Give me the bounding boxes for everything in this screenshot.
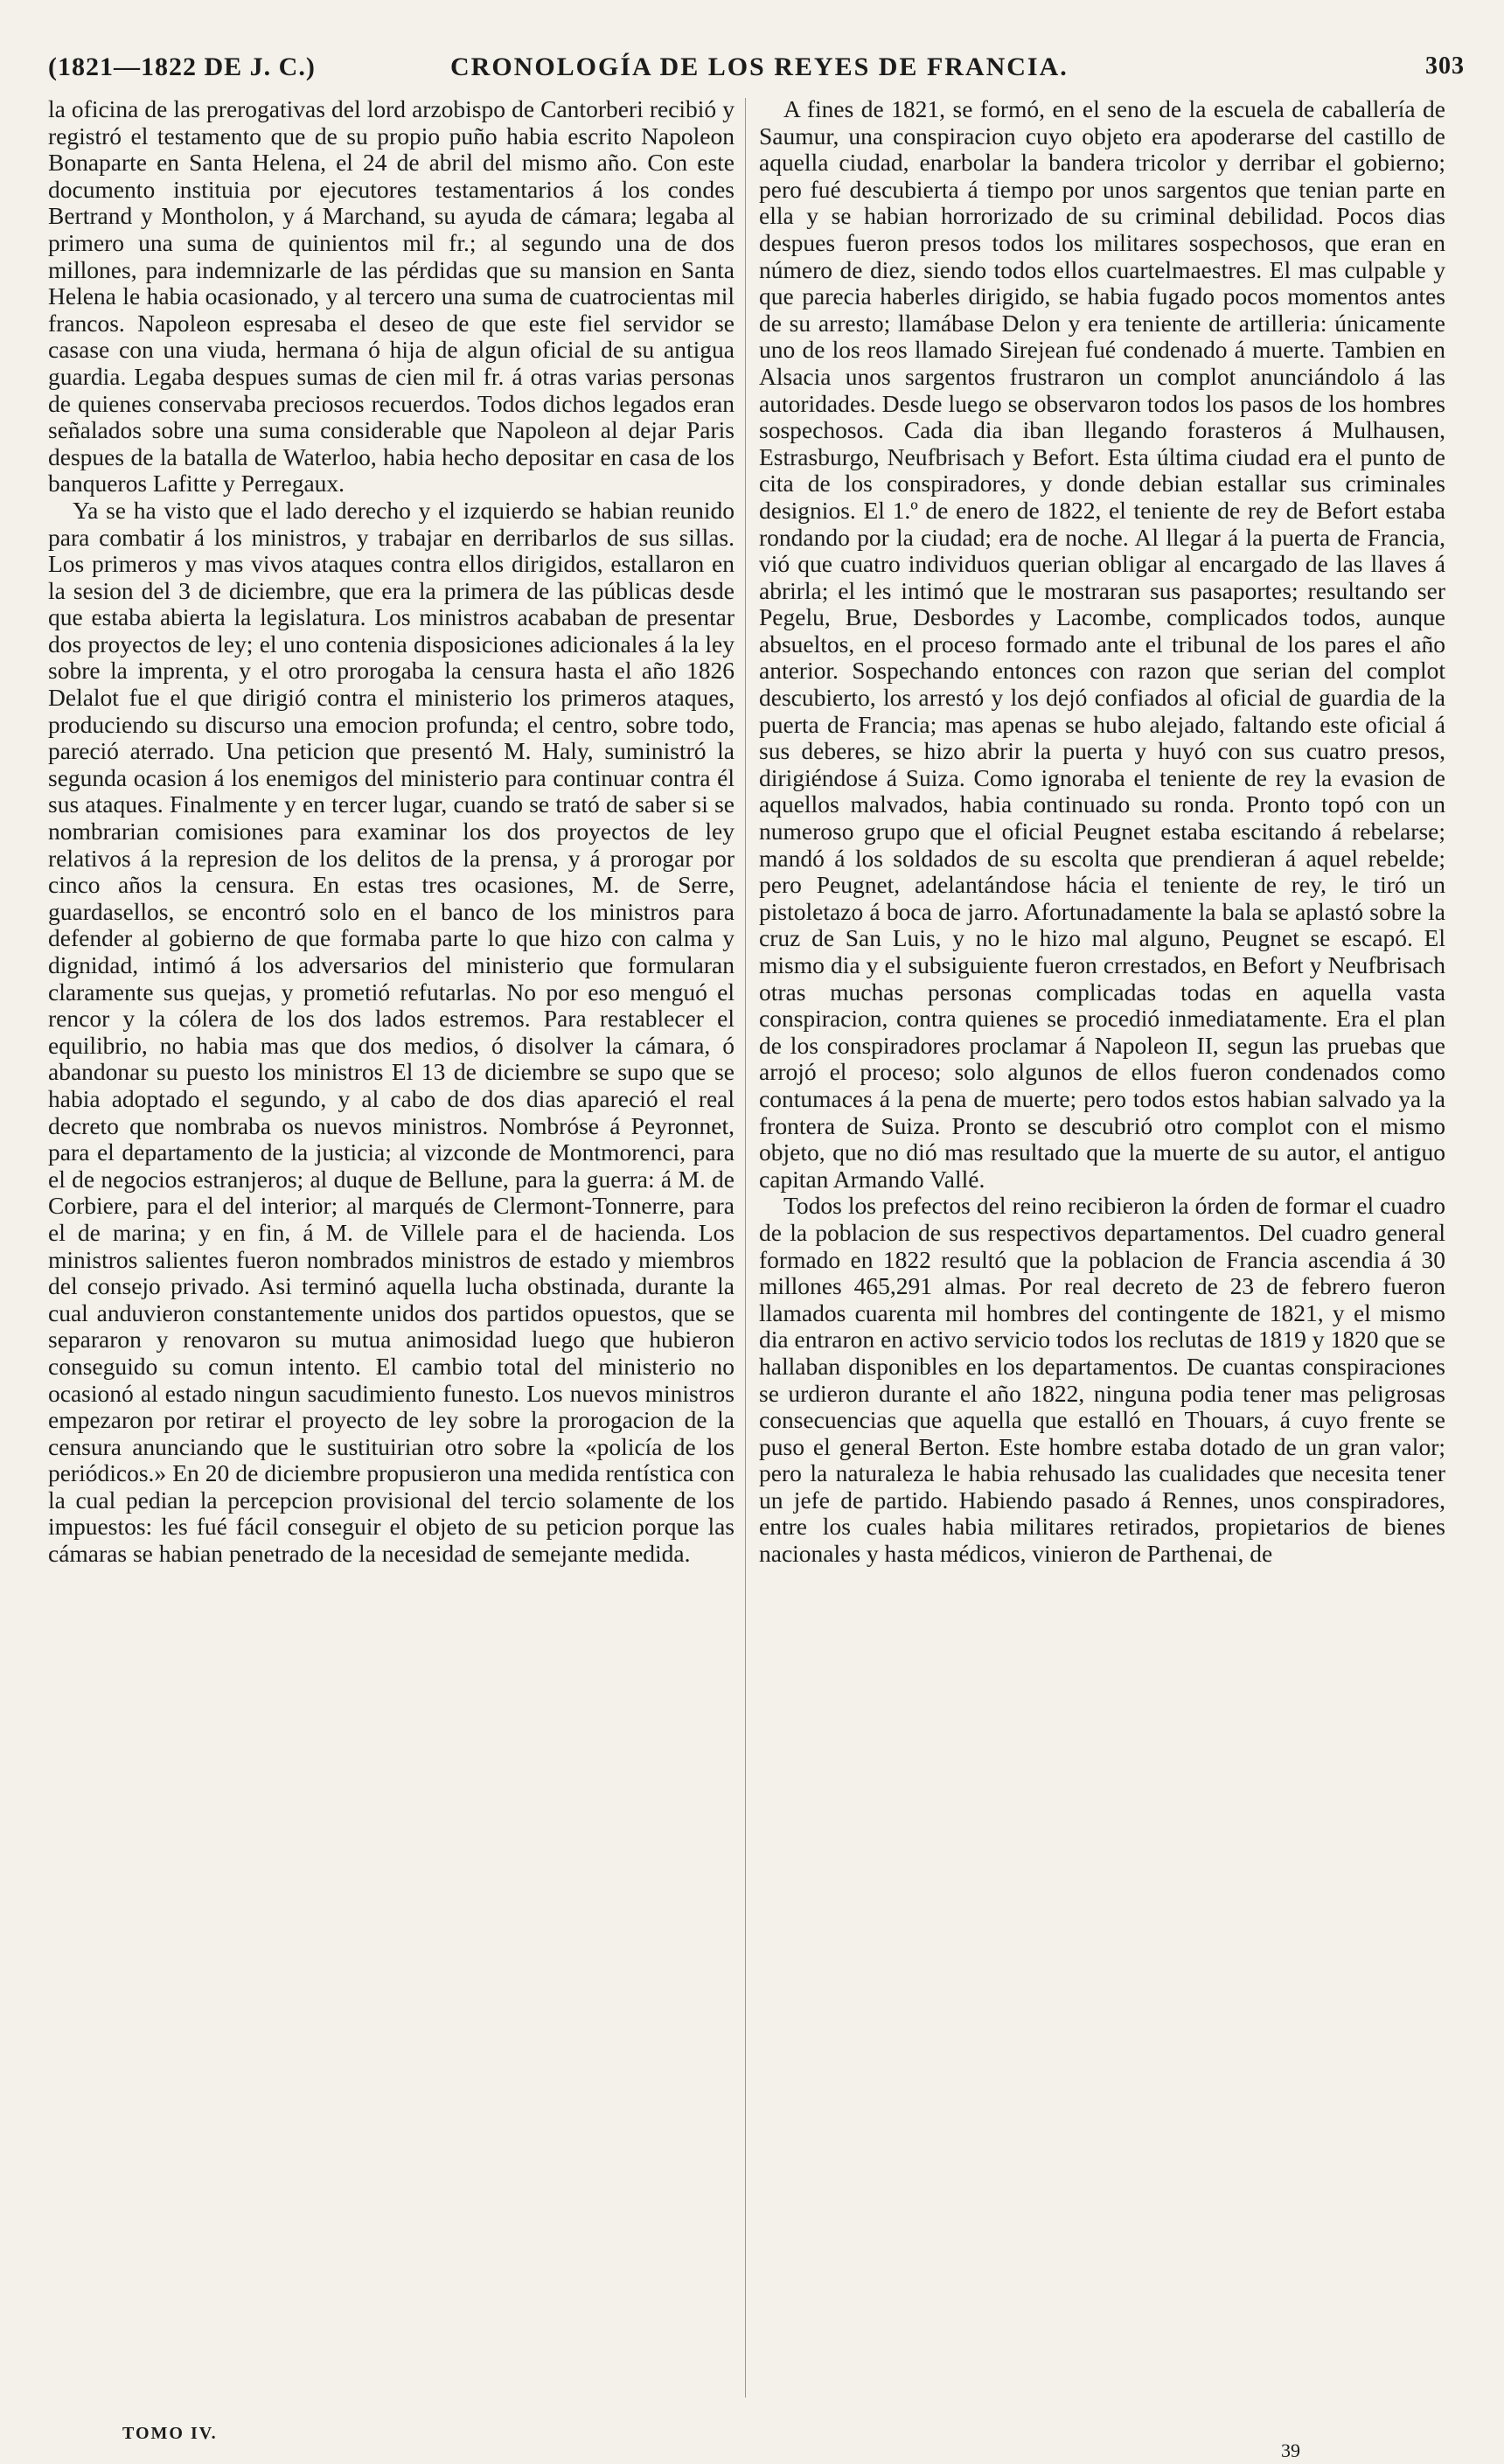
column-divider	[745, 98, 746, 2398]
paragraph: Todos los prefectos del reino recibieron la órden de formar el cuadro de la poblacion de sus respectivos departamentos. Del cuadro general formado en 1822 resultó que la poblacion de Francia ascendia á 30 millones 465,291 almas. Por real decreto de 23 de febrero fueron llamados cuarenta mil hombres del contingente de 1821, y el mismo dia entraron en activo servicio todos los reclutas de 1819 y 1820 que se hallaban disponibles en los departamentos. De cuantas conspiraciones se urdieron durante el año 1822, ninguna podia tener mas peligrosas consecuencias que aquella que estalló en Thouars, á cuyo frente se puso el general Berton. Este hombre estaba dotado de un gran valor; pero la naturaleza le habia rehusado las cualidades que necesita tener un jefe de partido. Habiendo pasado á Rennes, unos conspiradores, entre los cuales habia militares retirados, propietarios de bienes nacionales y hasta médicos, vinieron de Parthenai, de	[759, 1192, 1445, 1568]
volume-label: TOMO IV.	[122, 2424, 218, 2443]
page-number: 303	[1425, 52, 1465, 80]
header-date-range: (1821—1822 DE J. C.)	[48, 52, 316, 81]
page-header	[48, 52, 1465, 96]
paragraph: A fines de 1821, se formó, en el seno de la escuela de caballería de Saumur, una conspiracion cuyo objeto era apoderarse del castillo de aquella ciudad, enarbolar la bandera tricolor y derribar el gobierno; pero fué descubierta á tiempo por unos sargentos que tenian parte en ella y se habian horrorizado de su criminal debilidad. Pocos dias despues fueron presos todos los militares sospechosos, que eran en número de diez, siendo todos ellos cuartelmaestres. El mas culpable y que parecia haberles dirigido, se habia fugado pocos momentos antes de su arresto; llamábase Delon y era teniente de artilleria: únicamente uno de los reos llamado Sirejean fué condenado á muerte. Tambien en Alsacia unos sargentos frustraron un complot anunciándolo á las autoridades. Desde luego se observaron todos los pasos de los hombres sospechosos. Cada dia iban llegando forasteros á Mulhausen, Estrasburgo, Neufbrisach y Befort. Esta última ciudad era el punto de cita de los conspiradores, y donde debian estallar sus criminales designios. El 1.º de enero de 1822, el teniente de rey de Befort estaba rondando por la ciudad; era de noche. Al llegar á la puerta de Francia, vió que cuatro individuos querian obligar al encargado de las llaves á abrirla; el les intimó que le mostraran sus pasaportes; resultando ser Pegelu, Brue, Desbordes y Lacombe, complicados todos, aunque absueltos, en el proceso formado ante el tribunal de los pares el año anterior. Sospechando entonces con razon que serian del complot descubierto, los arrestó y los dejó confiados al oficial de guardia de la puerta de Francia; mas apenas se hubo alejado, faltando este oficial á sus deberes, se hizo abrir la puerta y huyó con sus cuatro presos, dirigiéndose á Suiza. Como ignoraba el teniente de rey la evasion de aquellos malvados, habia continuado su ronda. Pronto topó con un numeroso grupo que el oficial Peugnet estaba escitando á rebelarse; mandó á los soldados de su escolta que prendieran á aquel rebelde; pero Peugnet, adelantándose hácia el teniente de rey, le tiró un pistoletazo á boca de jarro. Afortunadamente la bala se aplastó sobre la cruz de San Luis, y no le hizo mal alguno, Peugnet se escapó. El mismo dia y el subsiguiente fueron crrestados, en Befort y Neufbrisach otras muchas personas complicadas todas en aquella vasta conspiracion, contra quienes se procedió inmediatamente. Era el plan de los conspiradores proclamar á Napoleon II, segun las pruebas que arrojó el proceso; solo algunos de ellos fueron condenados como contumaces á la pena de muerte; pero todos estos habian salvado ya la frontera de Suiza. Pronto se descubrió otro complot con el mismo objeto, que no dió mas resultado que la muerte de su autor, el antiguo capitan Armando Vallé.	[759, 95, 1445, 1193]
paragraph: Ya se ha visto que el lado derecho y el izquierdo se habian reunido para combatir á los ministros, y trabajar en derribarlos de sus sillas. Los primeros y mas vivos ataques contra ellos dirigidos, estallaron en la sesion del 3 de diciembre, que era la primera de las públicas desde que estaba abierta la legislatura. Los ministros acababan de presentar dos proyectos de ley; el uno contenia disposiciones adicionales á la ley sobre la imprenta, y el otro prorogaba la censura hasta el año 1826 Delalot fue el que dirigió contra el ministerio los primeros ataques, produciendo su discurso una emocion profunda; el centro, sobre todo, pareció aterrado. Una peticion que presentó M. Haly, suministró la segunda ocasion á los enemigos del ministerio para continuar contra él sus ataques. Finalmente y en tercer lugar, cuando se trató de saber si se nombrarian comisiones para examinar los dos proyectos de ley relativos á la represion de los delitos de la prensa, y á prorogar por cinco años la censura. En estas tres ocasiones, M. de Serre, guardasellos, se encontró solo en el banco de los ministros para defender al gobierno de que formaba parte lo que hizo con calma y dignidad, intimó á los adversarios del ministerio que formularan claramente sus quejas, y prometió refutarlas. No por eso menguó el rencor y la cólera de los dos lados estremos. Para restablecer el equilibrio, no habia mas que dos medios, ó disolver la cámara, ó abandonar su puesto los ministros El 13 de diciembre se supo que se habia adoptado el segundo, y al cabo de dos dias apareció el real decreto que nombraba os nuevos ministros. Nombróse á Peyronnet, para el departamento de la justicia; al vizconde de Montmorenci, para el de negocios estranjeros; al duque de Bellune, para la guerra: á M. de Corbiere, para el del interior; al marqués de Clermont-Tonnerre, para el de marina; y en fin, á M. de Villele para el de hacienda. Los ministros salientes fueron nombrados ministros de estado y miembros del consejo privado. Asi terminó aquella lucha obstinada, durante la cual anduvieron constantemente unidos dos partidos opuestos, que se separaron y renovaron su mutua animosidad luego que hubieron conseguido su comun intento. El cambio total del ministerio no ocasionó al estado ningun sacudimiento funesto. Los nuevos ministros empezaron por retirar el proyecto de ley sobre la prorogacion de la censura anunciando que le sustituirian otro sobre la «policía de los periódicos.» En 20 de diciembre propusieron una medida rentística con la cual pedian la percepcion provisional del tercio solamente de los impuestos: les fué fácil conseguir el objeto de su peticion porque las cámaras se habian penetrado de la necesidad de semejante medida.	[48, 496, 735, 1568]
paragraph: la oficina de las prerogativas del lord arzobispo de Cantorberi recibió y registró el testamento que de su propio puño habia escrito Napoleon Bonaparte en Santa Helena, el 24 de abril del mismo año. Con este documento instituia por ejecutores testamentarios á los condes Bertrand y Montholon, y á Marchand, su ayuda de cámara; legaba al primero una suma de quinientos mil fr.; al segundo una de dos millones, para indemnizarle de las pérdidas que su mansion en Santa Helena le habia ocasionado, y al tercero una suma de cuatrocientas mil francos. Napoleon espresaba el deseo de que este fiel servidor se casase con una viuda, hermana ó hija de algun oficial de su antigua guardia. Legaba despues sumas de cien mil fr. á otras varias personas de quienes conservaba preciosos recuerdos. Todos dichos legados eran señalados sobre una suma considerable que Napoleon al dejar Paris despues de la batalla de Waterloo, habia hecho depositar en casa de los banqueros Lafitte y Perregaux.	[48, 95, 735, 498]
left-column	[48, 96, 735, 1568]
header-title: CRONOLOGÍA DE LOS REYES DE FRANCIA.	[450, 52, 1069, 81]
right-column	[759, 96, 1445, 1568]
signature-mark: 39	[1281, 2440, 1300, 2461]
